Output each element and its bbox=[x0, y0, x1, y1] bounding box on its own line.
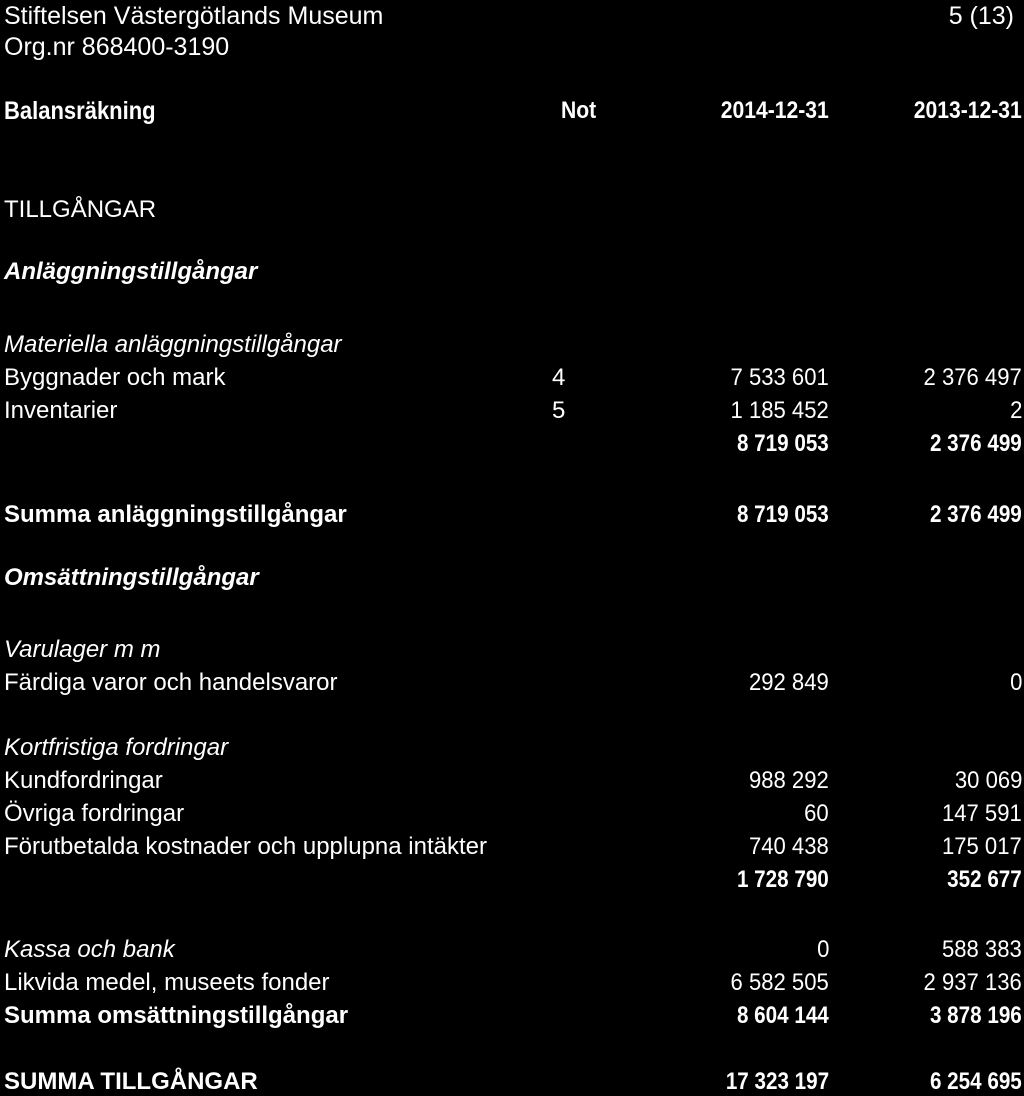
row-value-equipment-2014: 1 185 452 bbox=[730, 397, 829, 424]
row-value-liquid-funds-2014: 6 582 505 bbox=[730, 969, 829, 996]
row-value-prepaid-2014: 740 438 bbox=[749, 833, 829, 860]
subtotal-tangible-2013: 2 376 499 bbox=[930, 430, 1022, 457]
row-value-assets-total-2014: 17 323 197 bbox=[725, 1068, 829, 1095]
row-value-goods-2013: 0 bbox=[1009, 669, 1022, 696]
row-label-current-total: Summa omsättningstillgångar bbox=[4, 1002, 349, 1029]
row-label-liquid-funds: Likvida medel, museets fonder bbox=[4, 969, 330, 996]
row-value-cash-bank-2013: 588 383 bbox=[942, 936, 1022, 963]
row-value-customer-receivables-2014: 988 292 bbox=[749, 767, 829, 794]
row-value-prepaid-2013: 175 017 bbox=[942, 833, 1022, 860]
column-header-2014: 2014-12-31 bbox=[720, 97, 829, 124]
subtotal-tangible-2014: 8 719 053 bbox=[737, 430, 829, 457]
row-label-assets-total: SUMMA TILLGÅNGAR bbox=[4, 1068, 258, 1095]
section-current-assets: Omsättningstillgångar bbox=[4, 564, 259, 591]
row-label-equipment: Inventarier bbox=[4, 397, 118, 424]
row-value-current-total-2014: 8 604 144 bbox=[737, 1002, 829, 1029]
section-assets: TILLGÅNGAR bbox=[4, 196, 157, 223]
column-header-note: Not bbox=[561, 97, 597, 124]
row-value-buildings-2013: 2 376 497 bbox=[923, 364, 1022, 391]
row-label-cash-bank: Kassa och bank bbox=[4, 936, 175, 963]
subtotal-receivables-2014: 1 728 790 bbox=[737, 866, 829, 893]
row-value-cash-bank-2014: 0 bbox=[816, 936, 829, 963]
row-value-goods-2014: 292 849 bbox=[749, 669, 829, 696]
row-value-liquid-funds-2013: 2 937 136 bbox=[923, 969, 1022, 996]
row-note-equipment: 5 bbox=[552, 397, 566, 424]
org-number: Org.nr 868400-3190 bbox=[4, 33, 230, 61]
row-value-fixed-total-2013: 2 376 499 bbox=[930, 501, 1022, 528]
row-value-other-receivables-2014: 60 bbox=[804, 800, 829, 827]
row-label-buildings: Byggnader och mark bbox=[4, 364, 226, 391]
row-label-other-receivables: Övriga fordringar bbox=[4, 800, 185, 827]
page-number: 5 (13) bbox=[948, 2, 1014, 30]
row-value-current-total-2013: 3 878 196 bbox=[930, 1002, 1022, 1029]
row-label-customer-receivables: Kundfordringar bbox=[4, 767, 163, 794]
row-value-buildings-2014: 7 533 601 bbox=[730, 364, 829, 391]
row-note-buildings: 4 bbox=[552, 364, 566, 391]
column-header-2013: 2013-12-31 bbox=[913, 97, 1022, 124]
row-value-customer-receivables-2013: 30 069 bbox=[954, 767, 1022, 794]
page-title: Balansräkning bbox=[4, 97, 156, 125]
section-inventory: Varulager m m bbox=[4, 636, 161, 663]
row-label-goods: Färdiga varor och handelsvaror bbox=[4, 669, 338, 696]
subtotal-receivables-2013: 352 677 bbox=[947, 866, 1022, 893]
org-name: Stiftelsen Västergötlands Museum bbox=[4, 2, 384, 30]
row-value-fixed-total-2014: 8 719 053 bbox=[737, 501, 829, 528]
row-value-equipment-2013: 2 bbox=[1009, 397, 1022, 424]
section-fixed-assets: Anläggningstillgångar bbox=[4, 258, 258, 285]
row-value-other-receivables-2013: 147 591 bbox=[942, 800, 1022, 827]
row-label-fixed-total: Summa anläggningstillgångar bbox=[4, 501, 347, 528]
row-value-assets-total-2013: 6 254 695 bbox=[930, 1068, 1022, 1095]
row-label-prepaid: Förutbetalda kostnader och upplupna intäkter bbox=[4, 833, 487, 860]
section-tangible-assets: Materiella anläggningstillgångar bbox=[4, 331, 342, 358]
section-receivables: Kortfristiga fordringar bbox=[4, 734, 229, 761]
